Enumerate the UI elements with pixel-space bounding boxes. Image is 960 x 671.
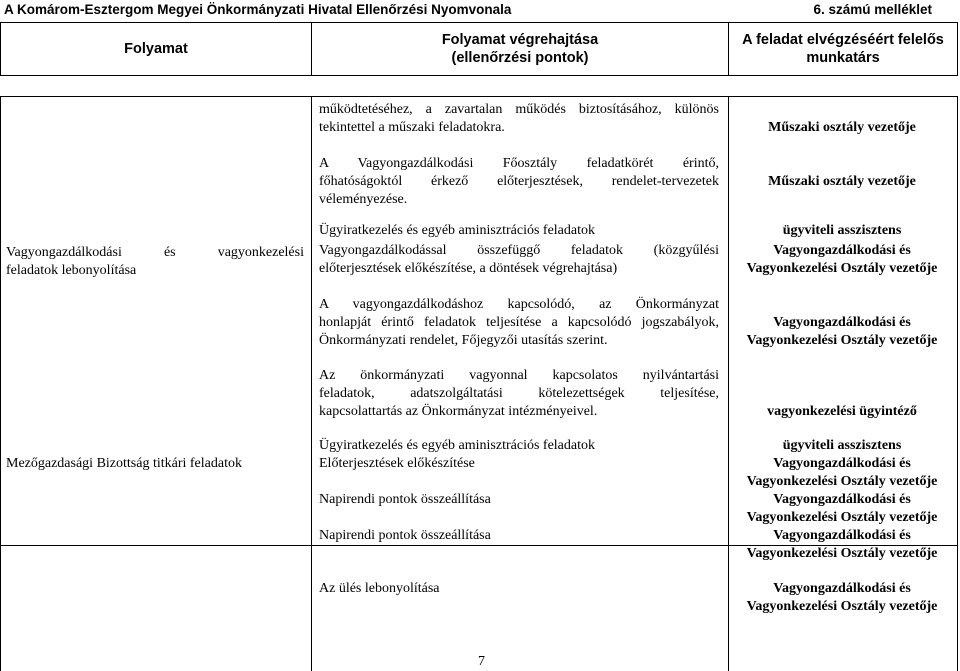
responsible-person: Vagyongazdálkodási és [773,581,911,596]
table-row-text: feladatok, adatszolgáltatási kötelezettségek teljesítése, [319,386,719,401]
responsible-person: Vagyongazdálkodási és [773,528,911,543]
responsible-person: Vagyongazdálkodási és [773,492,911,507]
responsible-person: Vagyonkezelési Osztály vezetője [746,261,938,276]
table-row-text: főhatóságoktól érkező előterjesztések, rendelet-tervezetek [319,174,719,189]
process-name: feladatok lebonyolítása [6,263,137,278]
table-row-text: Ügyiratkezelés és egyéb aminisztrációs feladatok [319,438,595,453]
responsible-person: Műszaki osztály vezetője [768,174,916,189]
column-header-execution: Folyamat végrehajtása (ellenőrzési pontok) [312,23,729,75]
responsible-person: Vagyongazdálkodási és [773,243,911,258]
column-header-responsible: A feladat elvégzéséért felelős munkatárs [742,32,944,66]
responsible-person: Vagyongazdálkodási és [773,315,911,330]
process-name: Mezőgazdasági Bizottság titkári feladatok [6,456,242,471]
responsible-person: vagyonkezelési ügyintéző [767,404,917,419]
responsible-person: ügyviteli asszisztens [782,438,902,453]
document-header [0,0,960,20]
table-row-text: Előterjesztések előkészítése [319,456,475,471]
page-number: 7 [478,654,485,669]
table-row-text: Az önkormányzati vagyonnal kapcsolatos nyilvántartási [319,368,719,383]
table-row-text: Vagyongazdálkodással összefüggő feladatok (közgyűlési [319,243,719,258]
office-title: A Komárom-Esztergom Megyei Önkormányzati Hivatal Ellenőrzési Nyomvonala [4,2,512,17]
table-row-text: honlapját érintő feladatok teljesítése a kapcsolódó jogszabályok, [319,315,719,330]
table-row-text: kapcsolattartás az Önkormányzat intézményeivel. [319,404,598,419]
table-row-text: működtetéséhez, a zavartalan működés biztosításához, különös [319,102,719,117]
table-row-text: A Vagyongazdálkodási Főosztály feladatkörét érintő, [319,156,719,171]
responsible-person: Vagyonkezelési Osztály vezetője [746,510,938,525]
column-divider [311,97,312,671]
responsible-person: Vagyonkezelési Osztály vezetője [746,599,938,614]
table-row-text: véleményezése. [319,192,408,207]
table-header [0,22,958,76]
table-row-text: Napirendi pontok összeállítása [319,528,491,543]
responsible-person: ügyviteli asszisztens [782,223,902,238]
responsible-person: Vagyonkezelési Osztály vezetője [746,474,938,489]
table-row-text: Ügyiratkezelés és egyéb aminisztrációs feladatok [319,223,595,238]
responsible-person: Vagyonkezelési Osztály vezetője [746,546,938,561]
responsible-person: Műszaki osztály vezetője [768,120,916,135]
process-name: Vagyongazdálkodási és vagyonkezelési [6,245,304,260]
responsible-person: Vagyongazdálkodási és [773,456,911,471]
column-header-process: Folyamat [1,23,312,75]
table-row-text: Az ülés lebonyolítása [319,581,440,596]
table-row-text: Napirendi pontok összeállítása [319,492,491,507]
appendix-label: 6. számú melléklet [813,2,932,17]
table-row-text: Önkormányzati rendelet, Főjegyzői utasítás szerint. [319,333,608,348]
table-row-text: A vagyongazdálkodáshoz kapcsolódó, az Önkormányzat [319,297,719,312]
table-row-text: tekintettel a műszaki feladatokra. [319,120,505,135]
table-row-text: előterjesztések előkészítése, a döntések végrehajtása) [319,261,618,276]
responsible-person: Vagyonkezelési Osztály vezetője [746,333,938,348]
